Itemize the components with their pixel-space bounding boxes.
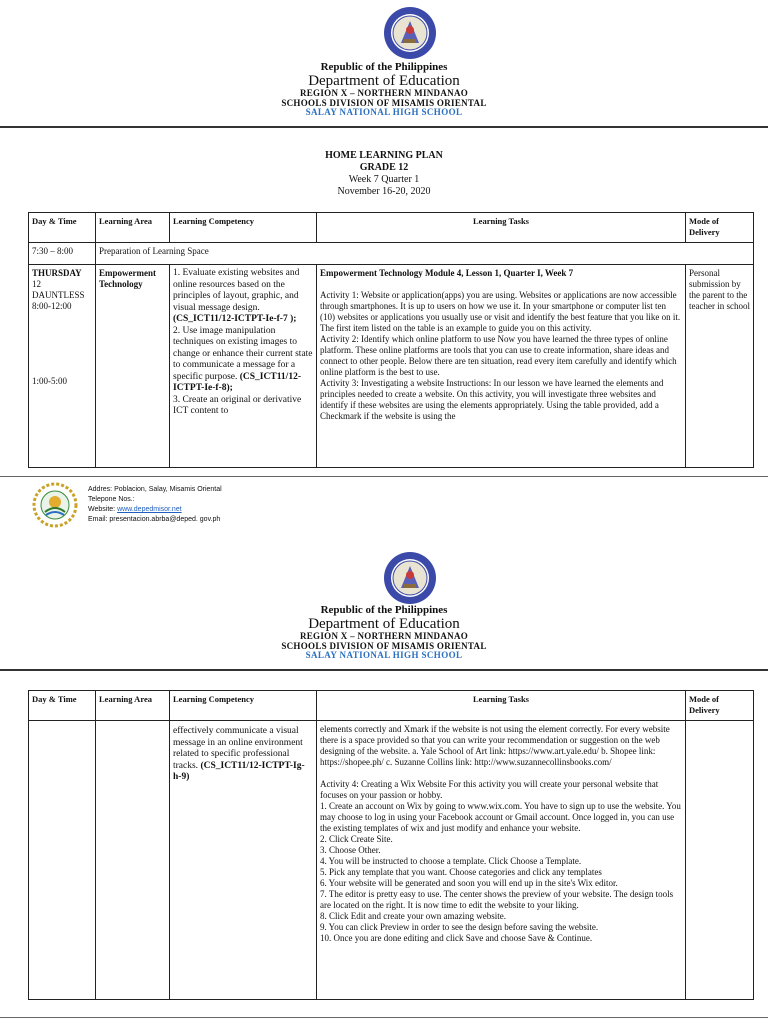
department-name: Department of Education	[308, 72, 460, 89]
date-label: 12 DAUNTLESS	[32, 279, 85, 300]
learning-tasks-cell	[317, 265, 686, 468]
region-line: REGION X – NORTHERN MINDANAO	[299, 88, 469, 99]
list-item: 10. Once you are done editing and click Save and choose Save & Continue.	[320, 933, 593, 943]
competency-2-code: (CS_ICT11/12-ICTPT-Ie-f-8);	[173, 371, 301, 393]
list-item: 3. Choose Other.	[320, 845, 381, 855]
competency-code: (CS_ICT11/12-ICTPT-Ig-h-9)	[173, 760, 305, 782]
footer-email: Email: presentacion.abrba@deped. gov.ph	[88, 516, 221, 523]
footer-website-link[interactable]: www.depedmisor.net	[117, 506, 182, 513]
letterhead	[0, 62, 768, 118]
footer-rule	[0, 476, 768, 477]
header-learning-area: Learning Area	[96, 691, 170, 721]
list-item: 9. You can click Preview in order to see the design before saving the website.	[320, 922, 599, 932]
activity-1: Activity 1: Website or application(apps) you are using. Websites or applications are now accessible through smartphones. It is up to users on how we use it. In your smartphone or computer list ten (10) websites or applications you usually use or visit and identify the best feature that you like on it. The first item listed on the table is an example to guide you on this activity.	[320, 290, 681, 333]
table-row	[29, 243, 754, 265]
list-item: 7. The editor is pretty easy to use. The center shows the preview of your website. The design tools are located on the right. It is now time to edit the website to your liking.	[320, 889, 674, 910]
learning-area-cell	[96, 265, 170, 468]
header-competency: Learning Competency	[170, 213, 317, 243]
list-item: 5. Pick any template that you want. Choose categories and click any templates	[320, 867, 602, 877]
delivery-cell	[686, 721, 754, 1000]
learning-area: Empowerment Technology	[99, 268, 156, 289]
department-name: Department of Education	[308, 615, 460, 632]
header-rule	[0, 126, 768, 128]
header-day-time: Day & Time	[29, 691, 96, 721]
deped-seal-logo	[383, 551, 437, 605]
plan-week: Week 7 Quarter 1	[348, 174, 420, 185]
division-line: SCHOOLS DIVISION OF MISAMIS ORIENTAL	[281, 97, 487, 108]
table-row	[29, 721, 754, 1000]
footer-phone: Telepone Nos.:	[88, 496, 135, 503]
republic-line: Republic of the Philippines	[320, 604, 448, 616]
list-item: 6. Your website will be generated and soon you will end up in the site's Wix editor.	[320, 878, 618, 888]
table-header-row	[29, 213, 754, 243]
header-tasks: Learning Tasks	[317, 691, 686, 721]
header-day-time: Day & Time	[29, 213, 96, 243]
plan-title-block	[0, 150, 768, 198]
division-logo	[26, 482, 84, 528]
deped-seal-logo	[383, 6, 437, 60]
plan-grade: GRADE 12	[359, 162, 409, 173]
footer-rule	[0, 1017, 768, 1018]
header-competency: Learning Competency	[170, 691, 317, 721]
table-header-row	[29, 691, 754, 721]
learning-plan-table	[28, 212, 754, 468]
school-name: SALAY NATIONAL HIGH SCHOOL	[305, 107, 463, 118]
activity-3: Activity 3: Investigating a website Instructions: In our lesson we have learned the elements and principles needed to create a website. On this activity, you will investigate three websites and identify if these websites are using the elements appropriately. Using the table provided, add a Checkmark if the website is using the	[320, 378, 664, 421]
day-time-cell	[29, 265, 96, 468]
republic-line: Republic of the Philippines	[320, 61, 448, 73]
list-item: 8. Click Edit and create your own amazing website.	[320, 911, 506, 921]
page-2	[0, 545, 768, 1024]
header-tasks: Learning Tasks	[317, 213, 686, 243]
letterhead	[0, 605, 768, 661]
plan-dates: November 16-20, 2020	[337, 186, 431, 197]
time-pm: 1:00-5:00	[32, 376, 67, 386]
school-name: SALAY NATIONAL HIGH SCHOOL	[305, 650, 463, 661]
list-item: 2. Click Create Site.	[320, 834, 393, 844]
region-line: REGION X – NORTHERN MINDANAO	[299, 631, 469, 642]
competency-2: 2. Use image manipulation techniques on existing images to change or enhance their current state to communicate a message for a specific purpose.	[173, 325, 313, 382]
competency-3: 3. Create an original or derivative ICT content to	[173, 394, 302, 416]
day-label: THURSDAY	[32, 268, 82, 278]
footer-website-line	[88, 505, 222, 515]
activity-3-continued: elements correctly and Xmark if the website is not using the element correctly. For every website there is a space provided so that you can write your recommendation or suggestion on the web designing of the website. a. Yale School of Art link: https://www.art.yale.edu/ b. Shopee link: https://shopee.ph/ c. Suzanne Collins link: http://www.suzannecollinsbooks.com/	[320, 724, 670, 767]
competency-1-code: (CS_ICT11/12-ICTPT-Ie-f-7 );	[173, 314, 297, 324]
table-row	[29, 265, 754, 468]
footer-address: Addres: Poblacion, Salay, Misamis Oriental	[88, 486, 222, 493]
activity-2: Activity 2: Identify which online platform to use Now you have learned the three types of online platform. These online platforms are tools that you can use to create information, share ideas and connect to other people. Below there are ten situation, read every item carefully and identify which online platform is the best to use.	[320, 334, 677, 377]
header-delivery: Mode of Delivery	[686, 213, 754, 243]
delivery-mode: Personal submission by the parent to the teacher in school	[689, 268, 750, 311]
day-time-cell	[29, 721, 96, 1000]
header-learning-area: Learning Area	[96, 213, 170, 243]
competency-continued: effectively communicate a visual message in an online environment related to specific professional tracks.	[173, 726, 303, 771]
plan-title: HOME LEARNING PLAN	[325, 150, 443, 161]
header-delivery: Mode of Delivery	[686, 691, 754, 721]
learning-tasks-cell	[317, 721, 686, 1000]
time-am: 8:00-12:00	[32, 301, 72, 311]
header-rule	[0, 669, 768, 671]
footer-website-label: Website:	[88, 506, 116, 513]
list-item: 1. Create an account on Wix by going to www.wix.com. You have to sign up to use the website. You may choose to log in using your Facebook account or Gmail account. Once logged in, you can use the existing templates of wix and just modify and enhance your website.	[320, 801, 681, 833]
prep-time: 7:30 – 8:00	[29, 243, 96, 265]
learning-area-cell	[96, 721, 170, 1000]
delivery-cell	[686, 265, 754, 468]
footer-contact	[88, 485, 222, 525]
learning-plan-table	[28, 690, 754, 1000]
prep-activity: Preparation of Learning Space	[96, 243, 754, 265]
division-line: SCHOOLS DIVISION OF MISAMIS ORIENTAL	[281, 640, 487, 651]
competency-1: 1. Evaluate existing websites and online resources based on the principles of layout, graphic, and visual message design.	[173, 268, 300, 313]
activity-4: Activity 4: Creating a Wix Website For this activity you will create your personal website that focuses on your passion or hobby.	[320, 779, 659, 800]
competency-cell	[170, 721, 317, 1000]
task-title: Empowerment Technology Module 4, Lesson 1, Quarter I, Week 7	[320, 268, 574, 278]
list-item: 4. You will be instructed to choose a template. Click Choose a Template.	[320, 856, 582, 866]
footer	[0, 480, 768, 530]
competency-cell	[170, 265, 317, 468]
